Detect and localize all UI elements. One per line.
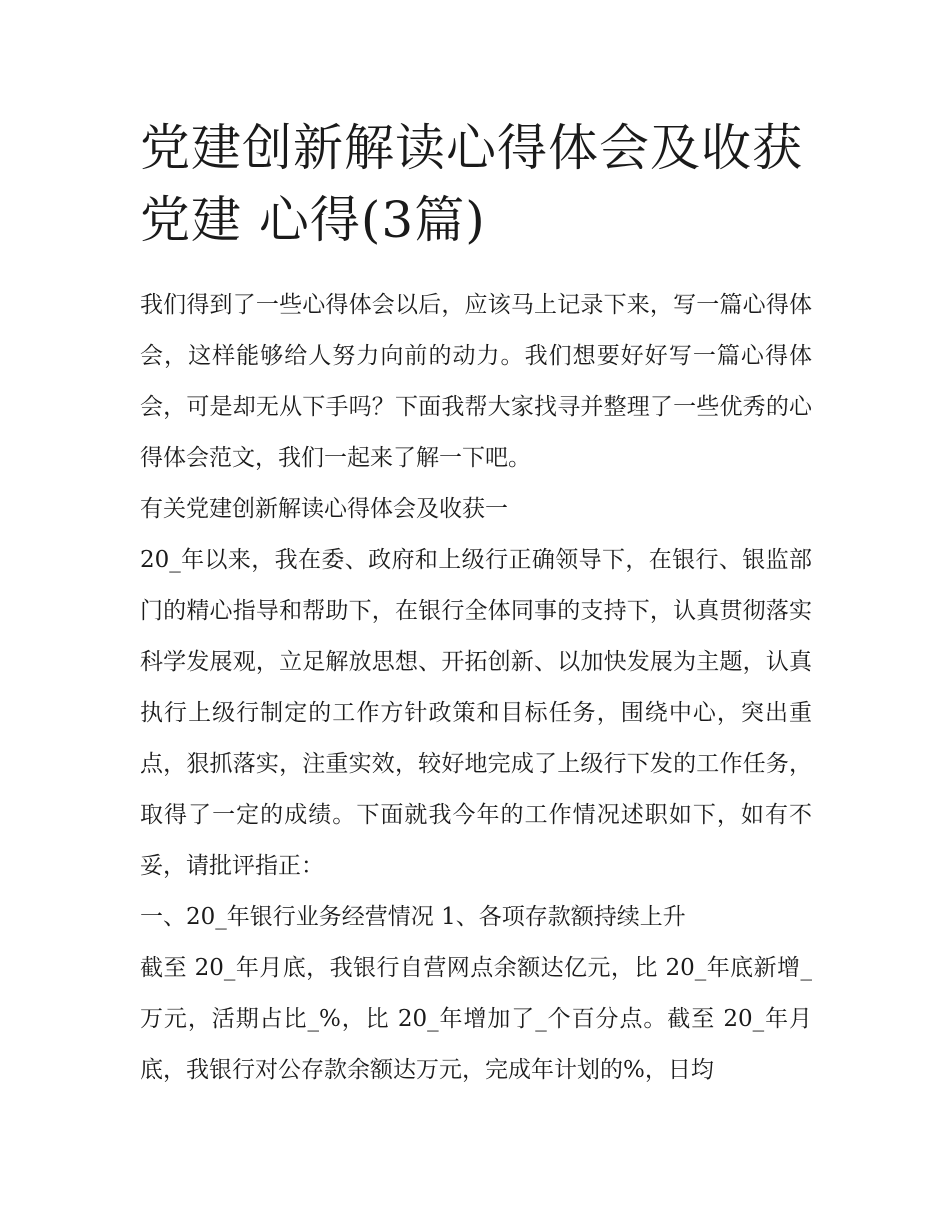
subsection-heading: 一、20_年银行业务经营情况 1、各项存款额持续上升 — [140, 904, 686, 930]
document-title: 党建创新解读心得体会及收获党建 心得(3篇) — [140, 119, 803, 249]
intro-paragraph: 我们得到了一些心得体会以后，应该马上记录下来，写一篇心得体会，这样能够给人努力向前的动力。我们想要好好写一篇心得体会，可是却无从下手吗？下面我帮大家找寻并整理了一些优秀的心得体会范文，我们一起来了解一下吧。 — [140, 292, 812, 471]
report-paragraph: 20_年以来，我在委、政府和上级行正确领导下，在银行、银监部门的精心指导和帮助下，在银行全体同事的支持下，认真贯彻落实科学发展观，立足解放思想、开拓创新、以加快发展为主题，认真执行上级行制定的工作方针政策和目标任务，围绕中心，突出重点，狠抓落实，注重实效，较好地完成了上级行下发的工作任务，取得了一定的成绩。下面就我今年的工作情况述职如下，如有不妥，请批评指正： — [140, 547, 812, 879]
section-heading: 有关党建创新解读心得体会及收获一 — [140, 496, 508, 522]
deposit-paragraph: 截至 20_年月底，我银行自营网点余额达亿元，比 20_年底新增_万元，活期占比_%，比 20_年增加了_个百分点。截至 20_年月底，我银行对公存款余额达万元，完成年计划的%，日均 — [140, 955, 812, 1083]
document-body — [140, 280, 812, 1096]
